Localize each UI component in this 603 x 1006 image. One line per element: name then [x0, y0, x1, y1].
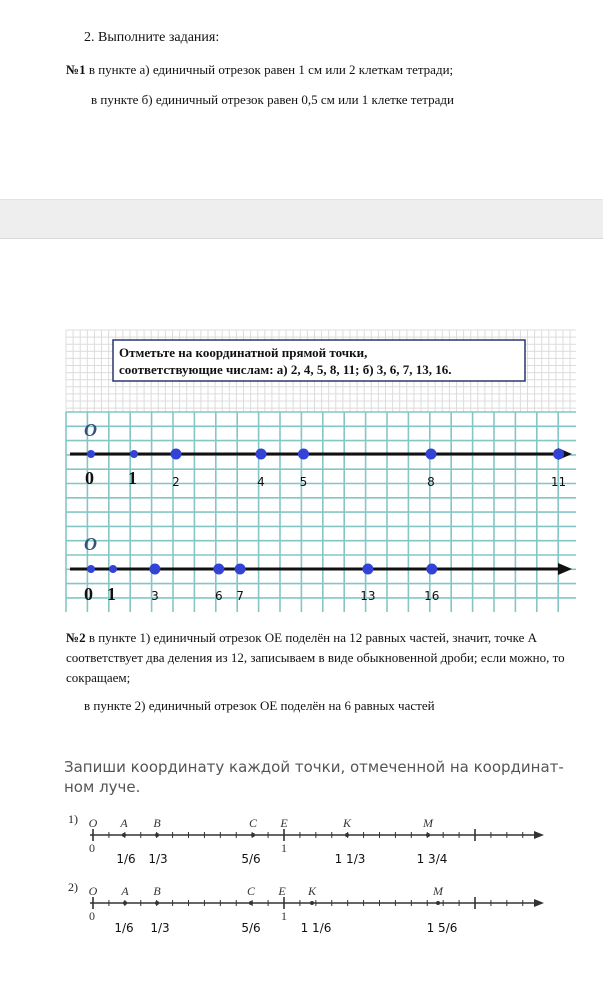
line-a-point-5 [298, 449, 309, 460]
ray-1-mark-M [426, 833, 430, 837]
ray-1-letter-E: E [280, 816, 288, 830]
zero-label-a: 0 [85, 468, 94, 488]
ray-2-letter-C: C [246, 884, 256, 898]
ray-1-answer-3: 5/6 [241, 852, 261, 866]
ray-1-answer-5: 1 3/4 [416, 852, 448, 866]
ray-2-letter-O: O [88, 884, 98, 898]
line-a-label-4: 4 [257, 475, 265, 489]
ray-1-mark-B [155, 833, 159, 837]
instruction-box-line-2: соответствующие числам: а) 2, 4, 5, 8, 11; б) 3, 6, 7, 13, 16. [119, 362, 452, 377]
task1-part-a-text: в пункте а) единичный отрезок равен 1 см или 2 клеткам тетради; [85, 62, 454, 77]
ray-2-one: 1 [281, 909, 287, 923]
ray-1-answer-2: 1/3 [148, 852, 168, 866]
ray-2-arrow [534, 899, 544, 907]
task2-part-1 [66, 628, 586, 688]
teal-grid [66, 412, 576, 612]
task2-part-2: в пункте 2) единичный отрезок OE поделён на 6 равных частей [84, 698, 435, 713]
line-b-label-13: 13 [360, 589, 376, 603]
task1-part-b: в пункте б) единичный отрезок равен 0,5 см или 1 клетке тетради [91, 92, 454, 107]
task1-part-a [66, 62, 453, 78]
one-label-b: 1 [107, 584, 116, 604]
ray-2-letter-A: A [121, 884, 129, 898]
ray-1-letter-C: C [248, 816, 258, 830]
ray-2-answer-3: 5/6 [241, 921, 261, 935]
ray-1-mark-A [122, 833, 126, 837]
line-a-point-11 [553, 449, 564, 460]
one-label-a: 1 [128, 468, 137, 488]
ray-2-letter-E: E [278, 884, 286, 898]
ray-1-letter-B: B [153, 816, 161, 830]
point-1-b [109, 565, 117, 573]
ray-1-mark-K [345, 833, 349, 837]
point-0-b [87, 565, 95, 573]
line-a-label-2: 2 [172, 475, 180, 489]
ray-2-mark-C [249, 901, 253, 905]
line-b-point-3 [149, 564, 160, 575]
line-a-label-5: 5 [299, 475, 308, 489]
line-b-point-7 [235, 564, 246, 575]
coordinate-rays-figure [0, 750, 603, 990]
task1-label: №1 [66, 62, 86, 77]
ray-1-letter-K: K [342, 816, 352, 830]
ray-1-arrow [534, 831, 544, 839]
origin-label-a: O [84, 420, 97, 440]
ray-1-letter-O: O [88, 816, 98, 830]
ray-2-answer-5: 1 5/6 [426, 921, 458, 935]
ray-2-mark-M [436, 901, 440, 905]
line-b-point-13 [362, 564, 373, 575]
line-a-point-8 [426, 449, 437, 460]
line-a-point-2 [171, 449, 182, 460]
coordinate-line-a [70, 420, 572, 489]
ray-2-zero: 0 [89, 909, 95, 923]
line-a-label-11: 11 [550, 475, 567, 489]
ray-1-answer-1: 1/6 [116, 852, 136, 866]
ray-2-mark-K [310, 901, 314, 905]
origin-label-b: O [84, 534, 97, 554]
coordinate-ray-1 [68, 812, 544, 866]
ray-1-one: 1 [281, 841, 287, 855]
zero-label-b: 0 [84, 584, 93, 604]
ray-2-letter-K: K [307, 884, 317, 898]
coordinate-line-b [70, 534, 572, 604]
ray-2-mark-A [123, 901, 127, 905]
ray-1-letter-M: M [423, 816, 433, 830]
ray-1-letter-A: A [120, 816, 128, 830]
axis-arrow-b [558, 563, 572, 575]
task-heading: 2. Выполните задания: [84, 30, 220, 45]
ray-1-answer-4: 1 1/3 [334, 852, 366, 866]
ray-1-number: 1) [68, 812, 78, 826]
line-a-label-8: 8 [427, 475, 435, 489]
point-0-a [87, 450, 95, 458]
ray-2-letter-M: M [433, 884, 443, 898]
line-b-point-6 [213, 564, 224, 575]
ray-2-answer-2: 1/3 [150, 921, 170, 935]
ray-2-letter-B: B [153, 884, 161, 898]
ray-2-answer-4: 1 1/6 [300, 921, 332, 935]
ray-2-number: 2) [68, 880, 78, 894]
ray-instruction-line-1: Запиши координату каждой точки, отмеченной на координат- [64, 758, 564, 776]
line-b-label-6: 6 [214, 589, 223, 603]
task2-label: №2 [66, 630, 86, 645]
ray-2-mark-B [155, 901, 159, 905]
point-1-a [130, 450, 138, 458]
instruction-box-line-1: Отметьте на координатной прямой точки, [119, 345, 368, 360]
ray-1-zero: 0 [89, 841, 95, 855]
line-b-label-3: 3 [151, 589, 159, 603]
ray-instruction-line-2: ном луче. [64, 778, 141, 796]
line-b-point-16 [426, 564, 437, 575]
coordinate-ray-2 [68, 880, 544, 935]
page-separator [0, 199, 603, 239]
line-a-point-4 [256, 449, 267, 460]
ray-1-mark-C [251, 833, 255, 837]
line-b-label-16: 16 [424, 589, 440, 603]
ray-2-answer-1: 1/6 [114, 921, 134, 935]
line-b-label-7: 7 [236, 589, 244, 603]
instruction-box [113, 340, 525, 381]
coordinate-lines-figure [0, 326, 603, 616]
task2-part-1-text: в пункте 1) единичный отрезок OE поделён на 12 равных частей, значит, точке А соответствует два деления из 12, записываем в виде обыкновенной дроби; если можно, то сокращаем; [66, 630, 565, 685]
